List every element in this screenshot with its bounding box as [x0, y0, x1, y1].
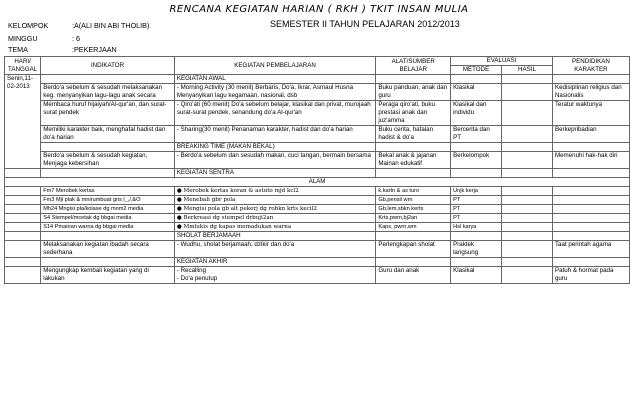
- rkh-table: [4, 56, 630, 284]
- pendidikan-header: PENDIDIKAN KARAKTER: [552, 57, 629, 75]
- section-alam: ALAM: [5, 178, 630, 187]
- semester-text: SEMESTER II TAHUN PELAJARAN 2012/2013: [270, 19, 460, 29]
- table-row: Fm3 Mji plak & mnirumbuat gris l_,/,&O ● Menebali gbr pola Gb,pensil wrn PT: [5, 196, 630, 205]
- table-row: S4 Stempel/mcetak dg bbgai media ● Berkreasi dg stempel drbuji2an Krts,pwrn,bj2an PT: [5, 214, 630, 223]
- section-akhir: KEGIATAN AKHIR: [174, 258, 376, 267]
- section-break-row: [5, 143, 630, 152]
- evaluasi-header: EVALUASI: [451, 57, 553, 66]
- kegiatan-header: KEGIATAN PEMBELAJARAN: [174, 57, 376, 75]
- table-row: Fm7 Merobek kertas ● Merobek kertas koran & astuto mjd kcl2 k.kartn & as turo Unjk kerja: [5, 187, 630, 196]
- date-cell: Senin,11-02-2013: [5, 75, 41, 169]
- section-break: BREAKING TIME (MAKAN BEKAL): [174, 143, 376, 152]
- table-row: Memiliki karakter baik, menghafal hadist dan do'a harian - Sharing(30 menit) Penanaman karakter, hadist dan do'a harian Buku cerita, hafalan hadist & do'a Bercerita dan PT Berkepribadian: [5, 126, 630, 143]
- kelompok-value: :A(ALI BIN ABI THOLIB): [72, 21, 150, 30]
- kelompok-label: KELOMPOK: [8, 21, 49, 30]
- section-sentra: KEGIATAN SENTRA: [174, 169, 376, 178]
- section-sentra-row: [5, 169, 630, 178]
- section-sholat: SHOLAT BERJAMAAH: [174, 232, 376, 241]
- minggu-value: : 6: [72, 34, 80, 43]
- table-row: Melaksanakan kegiatan ibadah secara sederhana - Wudhu, sholat berjamaah, dzikir dan do'a Perlengkapan sholat Praktek langsung Taat perintah agama: [5, 241, 630, 258]
- hari-header: HARI/ TANGGAL: [5, 57, 41, 75]
- tema-label: TEMA: [8, 45, 28, 54]
- metode-header: METODE: [451, 66, 502, 75]
- hasil-header: HASIL: [502, 66, 553, 75]
- page-title: RENCANA KEGIATAN HARIAN ( RKH ) TKIT INSAN MULIA: [169, 4, 469, 15]
- table-row: S14 Pmainan warna dg bbgai media ● Mmlukis dg kapas memadukan warna Kaps, pwrn,wm Hsl karya: [5, 223, 630, 232]
- table-row: Mh24 Mngisi pla/kolase dg mom2 media ● Mengisi pola gb alt pekerj dg robkn krts kecil2 Gb,lem,sbkn kerts PT: [5, 205, 630, 214]
- header-row-1: [5, 57, 630, 66]
- section-sholat-row: [5, 232, 630, 241]
- alat-header: ALAT/SUMBER BELAJAR: [376, 57, 451, 75]
- indikator-header: INDIKATOR: [41, 57, 175, 75]
- minggu-label: MINGGU: [8, 34, 38, 43]
- table-row: Mengungkap kembali kegiatan yang di lakukan - Recalling - Do'a penutup Guru dan anak Klasikal Patuh & hormat pada guru: [5, 267, 630, 284]
- section-awal-row: [5, 75, 630, 84]
- table-row: Berdo'a sebelum & sesudah kegiatan, Menjaga kebersihan - Berdo'a sebelum dan sesudah makan, cuci tangan, bermain bersama Bekal anak & jajanan Mainan edukatif Berkelompok Memenuhi hak-hak diri: [5, 152, 630, 169]
- section-akhir-row: [5, 258, 630, 267]
- section-alam-row: [5, 178, 630, 187]
- tema-value: :PEKERJAAN: [72, 45, 117, 54]
- table-row: Berdo'a sebelum & sesudah melaksanakan keg. menyanyikan lagu-lagu anak secara - Morning Activity (30 menit) Berbaris, Do'a, Ikrar, Asmaul Husna Menyanyikan lagu kegamaan, nasional, dsb Buku panduan, anak dan guru Klasikal Kedisiplinan religius dan Nasionalis: [5, 84, 630, 101]
- table-row: Membaca huruf hijaiyah/Al-qur'an, dan surat-surat pendek - Qiro'ati (60 menit) Do'a sebelum belajar, klasikal dan privat, murojaah surat-surat pendek, senandung do'a Al-qur'an Peraga qiro'ati, buku prestasi anak dan juz'amma Klasikal dan individu Teratur waktunya: [5, 101, 630, 126]
- section-awal: KEGIATAN AWAL: [174, 75, 376, 84]
